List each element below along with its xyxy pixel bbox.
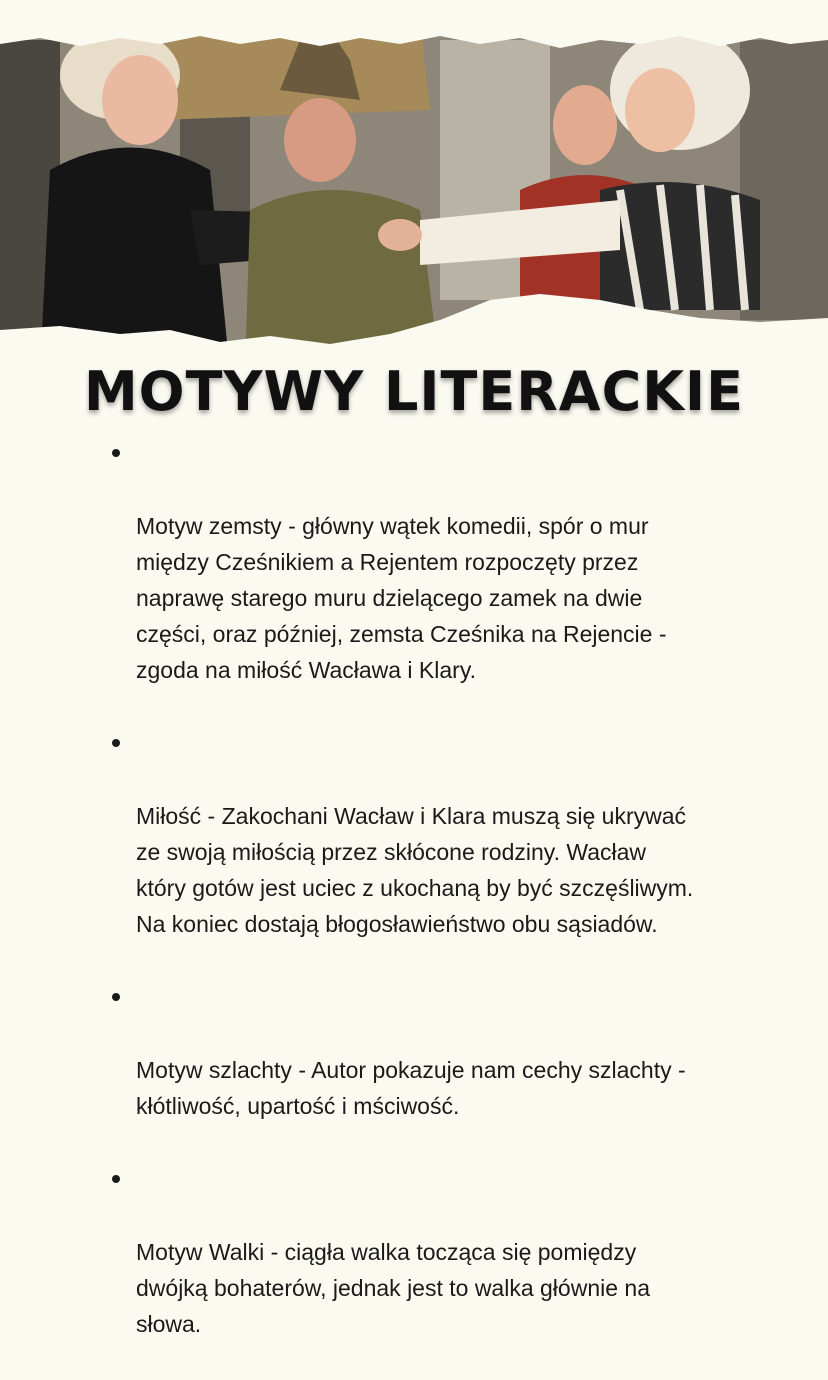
bullet-icon	[112, 1175, 120, 1183]
motif-list	[0, 436, 828, 1380]
motif-item-fight	[0, 1162, 828, 1342]
face-woman-left	[102, 55, 178, 145]
motif-text: Motyw szlachty - Autor pokazuje nam cechy szlachty - kłótliwość, upartość i mściwość.	[136, 1057, 686, 1119]
bullet-icon	[112, 993, 120, 1001]
motif-item-nobility	[0, 980, 828, 1124]
motif-text: Motyw zemsty - główny wątek komedii, spór o mur między Cześnikiem a Rejentem rozpoczęty przez naprawę starego muru dzielącego zamek na dwie części, oraz później, zemsta Cześnika na Rejencie - zgoda na miłość Wacława i Klary.	[136, 513, 667, 683]
bullet-icon	[112, 449, 120, 457]
film-scene-illustration	[0, 0, 828, 372]
clasped-hands	[378, 219, 422, 251]
motif-text: Miłość - Zakochani Wacław i Klara muszą się ukrywać ze swoją miłością przez skłócone rodziny. Wacław który gotów jest uciec z ukochaną by być szczęśliwym. Na koniec dostają błogosławieństwo obu sąsiadów.	[136, 803, 694, 937]
face-man-glasses	[553, 85, 617, 165]
face-woman-right	[625, 68, 695, 152]
bullet-icon	[112, 739, 120, 747]
motif-text: Motyw Walki - ciągła walka tocząca się pomiędzy dwójką bohaterów, jednak jest to walka głównie na słowa.	[136, 1239, 650, 1337]
motif-item-revenge	[0, 436, 828, 688]
page-title: MOTYWY LITERACKIE	[83, 360, 745, 423]
motif-item-love	[0, 726, 828, 942]
header-photo	[0, 0, 828, 372]
face-man-centre	[284, 98, 356, 182]
